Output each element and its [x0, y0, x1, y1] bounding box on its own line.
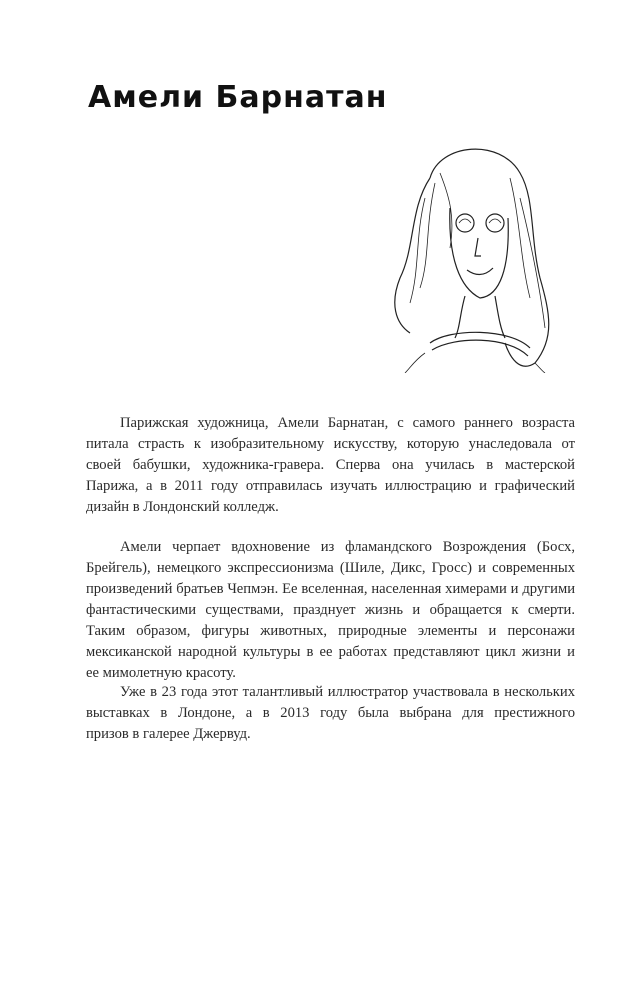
- text-line: Уже в 23 года этот талантливый иллюстратор участвовала в нескольких: [120, 684, 575, 700]
- artist-portrait-illustration: [370, 138, 560, 373]
- page-title: Амели Барнатан: [88, 80, 388, 115]
- text-line: Таким образом, фигуры животных, природные элементы и персонажи: [86, 623, 575, 639]
- text-line: фантастическими существами, празднует жизнь и обращается к смерти.: [86, 602, 575, 618]
- text-line: мексиканской народной культуры в ее работах представляют цикл жизни и: [86, 644, 575, 660]
- paragraph-3: [86, 682, 575, 745]
- text-line: Парижа, а в 2011 году отправилась изучать иллюстрацию и графический: [86, 478, 575, 494]
- text-line: выставках в Лондоне, а в 2013 году была выбрана для престижного: [86, 705, 575, 721]
- text-line: призов в галерее Джервуд.: [86, 726, 251, 742]
- text-line: своей бабушки, художника-гравера. Сперва она училась в мастерской: [86, 457, 575, 473]
- text-line: Амели черпает вдохновение из фламандского Возрождения (Босх,: [120, 539, 575, 555]
- text-line: дизайн в Лондонский колледж.: [86, 499, 279, 515]
- text-line: питала страсть к изобразительному искусству, которую унаследовала от: [86, 436, 575, 452]
- text-line: произведений братьев Чепмэн. Ее вселенная, населенная химерами и другими: [86, 581, 575, 597]
- paragraph-2: [86, 537, 575, 684]
- text-line: Парижская художница, Амели Барнатан, с самого раннего возраста: [120, 415, 575, 431]
- paragraph-1: [86, 413, 575, 518]
- text-line: ее мимолетную красоту.: [86, 665, 236, 681]
- text-line: Брейгель), немецкого экспрессионизма (Шиле, Дикс, Гросс) и современных: [86, 560, 575, 576]
